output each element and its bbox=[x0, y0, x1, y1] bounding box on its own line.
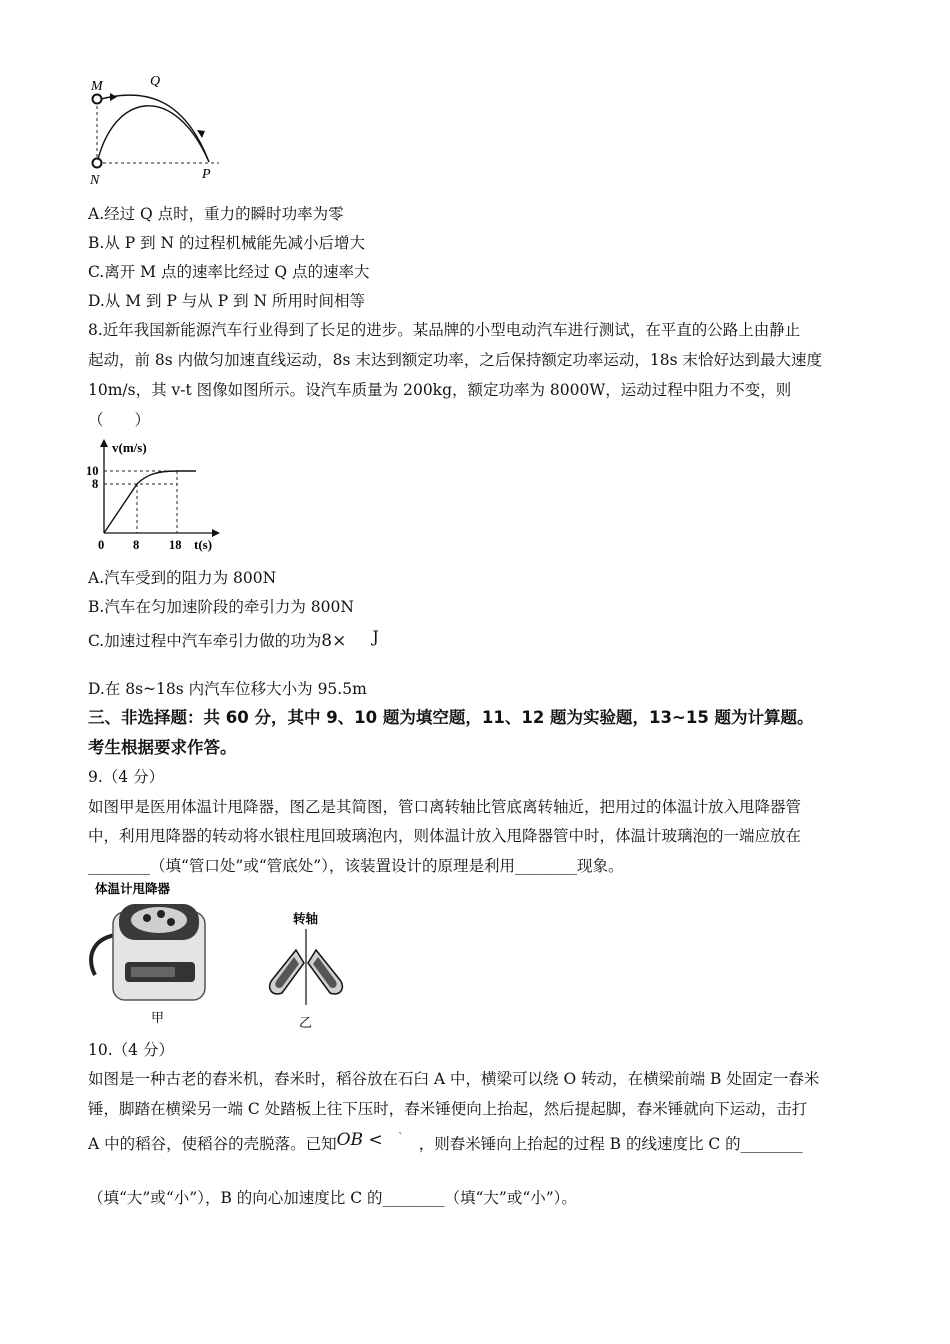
q8-option-b: B.汽车在匀加速阶段的牵引力为 800N bbox=[88, 598, 354, 616]
q7-option-c: C.离开 M 点的速率比经过 Q 点的速率大 bbox=[88, 263, 370, 281]
tick-y10: 10 bbox=[86, 464, 99, 478]
section3-heading-2: 考生根据要求作答。 bbox=[88, 738, 237, 757]
shaker-schematic bbox=[258, 905, 358, 1030]
tick-y8: 8 bbox=[92, 477, 99, 491]
q8-option-c bbox=[88, 627, 379, 652]
power-cord bbox=[91, 935, 115, 975]
q10-line-4: （填“大”或“小”），B 的向心加速度比 C 的________（填“大”或“小”）。 bbox=[88, 1189, 577, 1207]
x-axis-label: t(s) bbox=[194, 537, 213, 552]
vt-graph bbox=[84, 437, 229, 557]
arrow-down bbox=[197, 130, 205, 138]
thermometer-shaker-figure bbox=[85, 880, 225, 1030]
q8-stem-3: 10m/s，其 v-t 图像如图所示。设汽车质量为 200kg，额定功率为 8000W，运动过程中阻力不变，则 bbox=[88, 381, 792, 399]
section3-heading-1: 三、非选择题：共 60 分，其中 9、10 题为填空题，11、12 题为实验题，13~15 题为计算题。 bbox=[88, 708, 814, 727]
lower-arc bbox=[97, 106, 209, 163]
q7-option-a: A.经过 Q 点时，重力的瞬时功率为零 bbox=[88, 205, 344, 223]
velocity-curve bbox=[104, 471, 196, 533]
right-tube bbox=[308, 950, 342, 994]
q7-option-b: B.从 P 到 N 的过程机械能先减小后增大 bbox=[88, 234, 366, 252]
y-axis-label: v(m/s) bbox=[112, 440, 147, 455]
caption-jia: 甲 bbox=[151, 1010, 165, 1025]
left-tube bbox=[270, 950, 304, 994]
q10-line-2: 锤，脚踏在横梁另一端 C 处踏板上往下压时，舂米锤便向上抬起，然后提起脚，舂米锤就向下运动，击打 bbox=[88, 1100, 808, 1118]
device-display bbox=[131, 967, 175, 977]
arrow-right bbox=[110, 93, 117, 101]
q9-head: 9.（4 分） bbox=[88, 768, 165, 786]
q8-option-c-text: C.加速过程中汽车牵引力做的功为 bbox=[88, 632, 322, 650]
tick-x8: 8 bbox=[133, 538, 140, 552]
q10-line-3-expr: OB < bbox=[336, 1130, 383, 1150]
upper-arc bbox=[97, 95, 209, 162]
q8-stem-2: 起动，前 8s 内做匀加速直线运动，8s 末达到额定功率，之后保持额定功率运动，18s 末恰好达到最大速度 bbox=[88, 351, 823, 369]
q8-option-c-expr: 8× bbox=[321, 631, 347, 651]
point-n bbox=[93, 159, 102, 168]
q10-head: 10.（4 分） bbox=[88, 1041, 174, 1059]
axis-label: 转轴 bbox=[293, 911, 319, 926]
q8-stem-1: 8.近年我国新能源汽车行业得到了长足的进步。某品牌的小型电动汽车进行测试，在平直的公路上由静止 bbox=[88, 321, 801, 339]
q7-option-d: D.从 M 到 P 与从 P 到 N 所用时间相等 bbox=[88, 292, 366, 310]
trajectory-figure bbox=[84, 72, 224, 187]
caption-yi: 乙 bbox=[299, 1015, 313, 1030]
tick-x18: 18 bbox=[169, 538, 182, 552]
q9-line-3: ________（填“管口处”或“管底处”），该装置设计的原理是利用________现象。 bbox=[88, 857, 624, 875]
lid-hole-1 bbox=[143, 914, 151, 922]
lid-hole-2 bbox=[157, 910, 165, 918]
label-p: P bbox=[202, 167, 211, 182]
q8-option-d: D.在 8s~18s 内汽车位移大小为 95.5m bbox=[88, 680, 367, 698]
y-axis-arrow bbox=[100, 439, 108, 447]
q10-line-3-text-a: A 中的稻谷，使稻谷的壳脱落。已知 bbox=[88, 1135, 337, 1153]
q8-option-a: A.汽车受到的阻力为 800N bbox=[88, 569, 277, 587]
q9-line-2: 中，利用甩降器的转动将水银柱甩回玻璃泡内，则体温计放入甩降器管中时，体温计玻璃泡的一端应放在 bbox=[88, 827, 802, 845]
tick-x0: 0 bbox=[98, 538, 105, 552]
q10-line-3-text-b: ，则舂米锤向上抬起的过程 B 的线速度比 C 的________ bbox=[418, 1135, 803, 1153]
label-q: Q bbox=[150, 74, 161, 89]
q8-paren: （ ） bbox=[88, 411, 151, 429]
point-m bbox=[93, 95, 102, 104]
label-m: M bbox=[91, 79, 103, 94]
x-axis-arrow bbox=[212, 529, 220, 537]
label-n: N bbox=[90, 173, 100, 187]
q9-line-1: 如图甲是医用体温计甩降器，图乙是其简图，管口离转轴比管底离转轴近，把用过的体温计放入甩降器管 bbox=[88, 798, 802, 816]
q10-line-3-tick: ˋ bbox=[397, 1131, 404, 1144]
lid-hole-3 bbox=[167, 918, 175, 926]
q8-option-c-unit: J bbox=[372, 627, 379, 646]
q10-line-3 bbox=[88, 1130, 803, 1157]
device-title: 体温计甩降器 bbox=[95, 881, 171, 896]
q10-line-1: 如图是一种古老的舂米机，舂米时，稻谷放在石臼 A 中，横梁可以绕 O 转动，在横梁前端 B 处固定一舂米 bbox=[88, 1070, 820, 1088]
